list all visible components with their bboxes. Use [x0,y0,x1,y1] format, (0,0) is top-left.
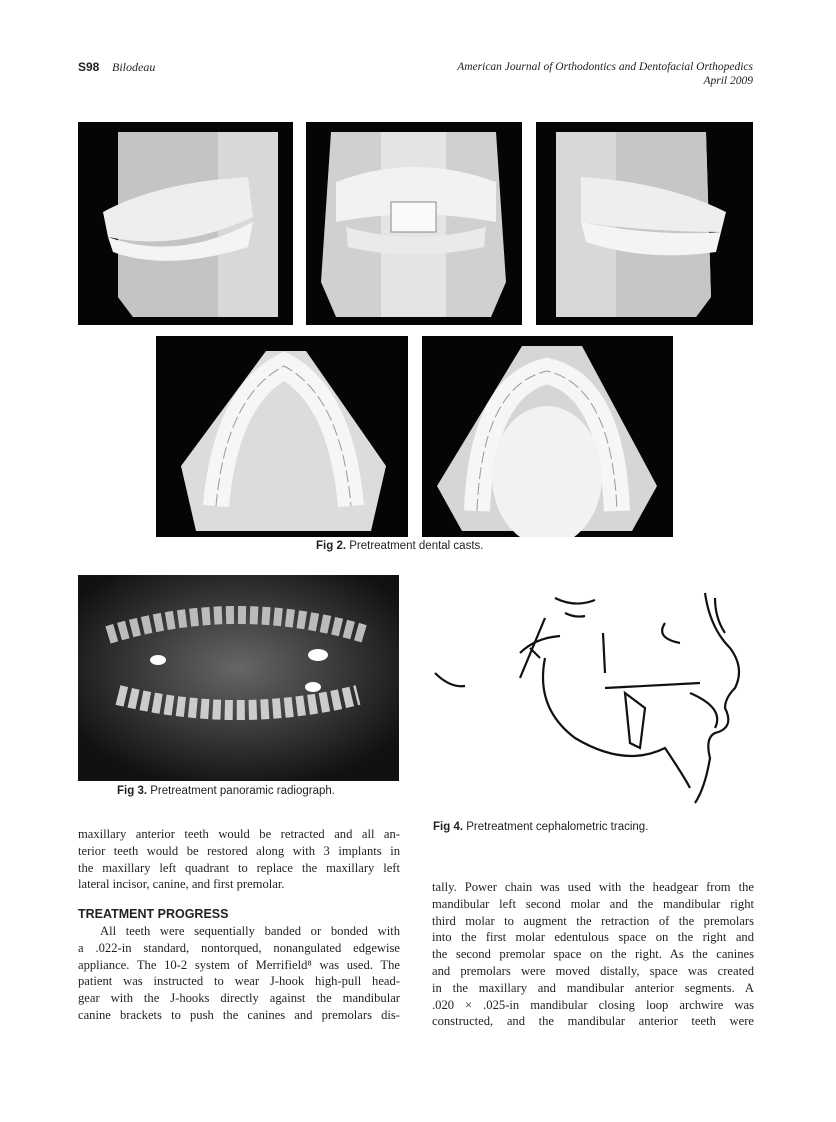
text-line: All teeth were sequentially banded or bonded with [100,923,400,938]
cephalometric-tracing-image [425,578,760,813]
text-line: .020 × .025-in mandibular closing loop archwire was [432,997,754,1012]
journal-title: American Journal of Orthodontics and Dentofacial Orthopedics [457,61,753,73]
running-author: Bilodeau [112,60,156,74]
cast-mandibular-occlusal-image [422,336,673,537]
fig3-label: Fig 3. [117,785,148,797]
text-line: and premolars were moved distally, space was created [432,963,754,978]
page-number: S98 [78,60,100,74]
cast-right-lateral-image [78,122,293,325]
text-line: mandibular left second molar and the mandibular right [432,896,754,911]
section-heading: TREATMENT PROGRESS [78,907,229,922]
fig3-caption [117,785,335,797]
text-line: into the first molar edentulous space on the right and [432,930,754,945]
fig4-caption [433,821,648,833]
text-line: third molar to augment the retraction of the premolars [432,913,754,928]
fig2-caption-text: Pretreatment dental casts. [349,540,484,552]
cast-left-lateral-image [536,122,753,325]
text-line: appliance. The 10-2 system of Merrifield⁸ was used. The [78,957,400,972]
cast-maxillary-occlusal-image [156,336,408,537]
right-column [432,879,754,1030]
text-line: in the maxillary and mandibular anterior segments. A [432,980,754,995]
text-line: constructed, and the mandibular anterior teeth were [432,1014,754,1029]
text-line: a .022-in standard, nontorqued, nonangulated edgewise [78,940,400,955]
journal-header [457,60,753,88]
fig4-caption-text: Pretreatment cephalometric tracing. [466,821,649,833]
fig4-label: Fig 4. [433,821,464,833]
cast-frontal-image [306,122,522,325]
text-line: gear with the J-hooks directly against the mandibular [78,991,400,1006]
issue-date: April 2009 [703,75,753,87]
fig2-label: Fig 2. [316,540,347,552]
panoramic-radiograph-image [78,575,399,781]
text-line: the second premolar space on the right. As the canines [432,947,754,962]
text-line: terior teeth would be restored along with 3 implants in [78,843,400,858]
text-line: tally. Power chain was used with the headgear from the [432,880,754,894]
left-column [78,826,400,1024]
text-line: the maxillary left quadrant to replace the maxillary left [78,860,400,875]
text-line: lateral incisor, canine, and first premolar. [78,877,285,892]
fig3-caption-text: Pretreatment panoramic radiograph. [150,785,335,797]
text-line: canine brackets to push the canines and premolars dis- [78,1007,400,1022]
fig2-caption [316,540,483,552]
text-line: patient was instructed to wear J-hook high-pull head- [78,974,400,989]
text-line: maxillary anterior teeth would be retracted and all an- [78,827,400,841]
